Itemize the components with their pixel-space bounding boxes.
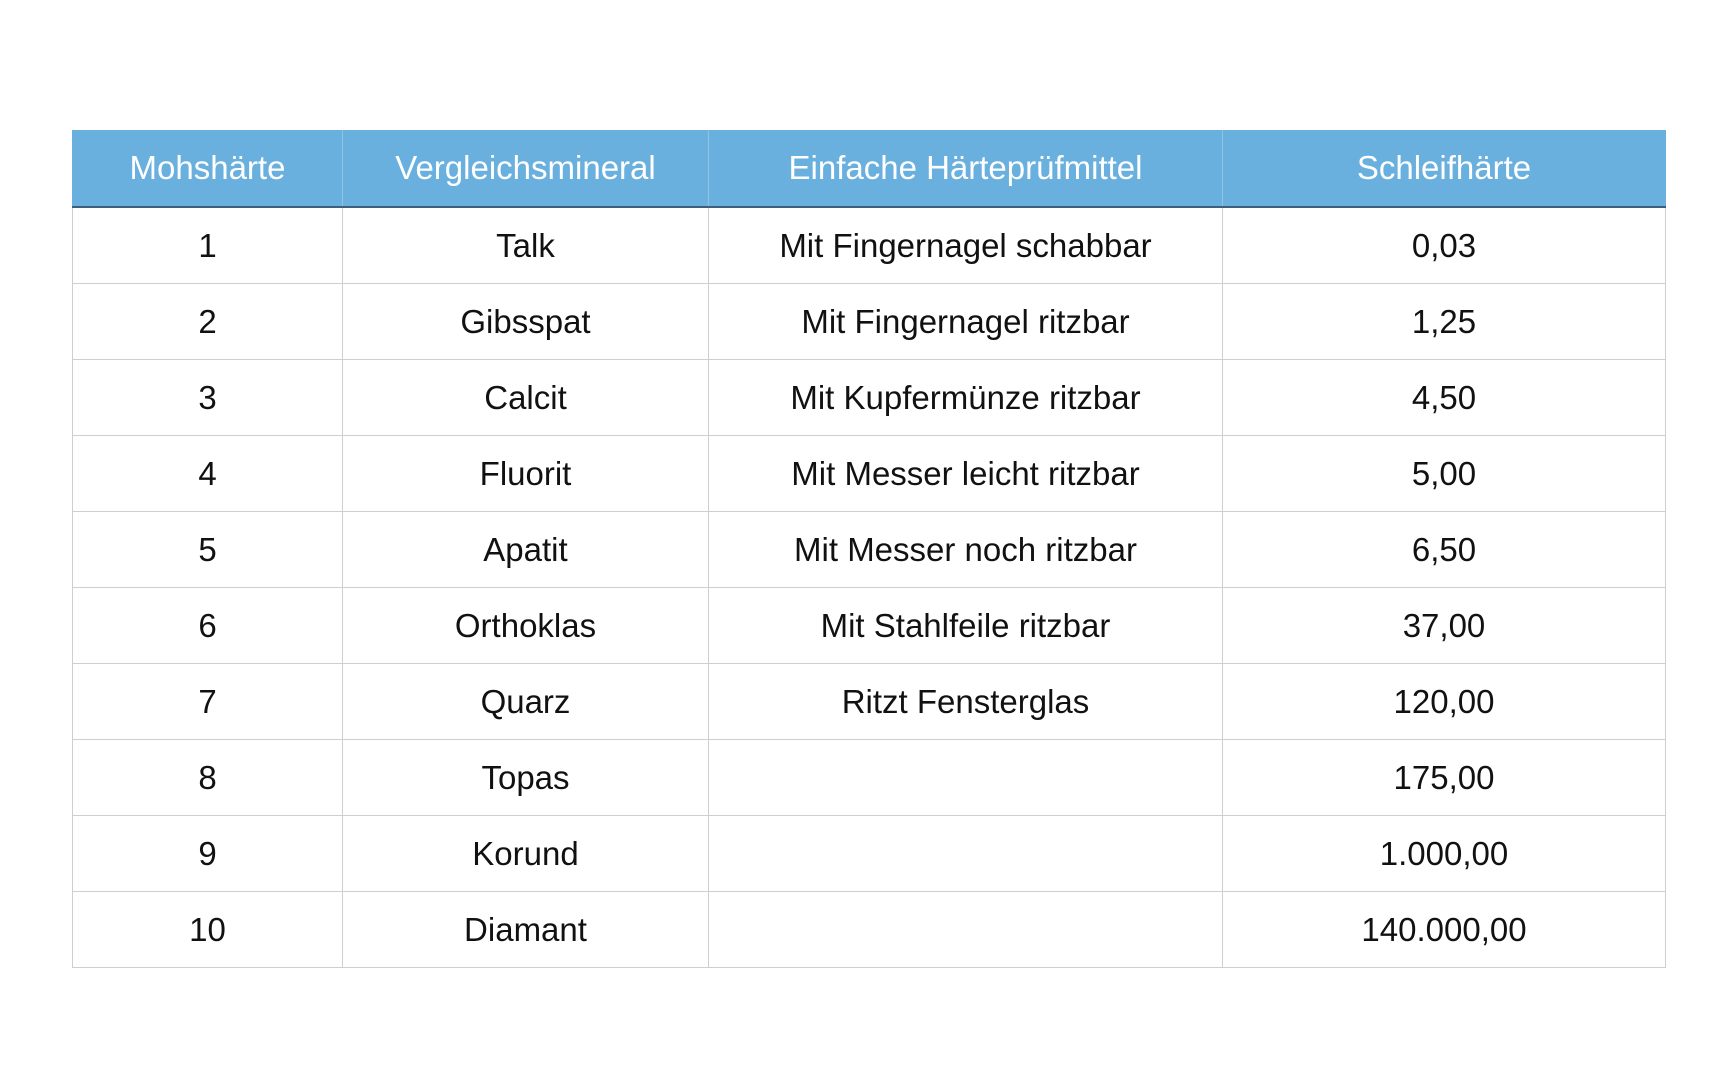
grinding-hardness-cell: 37,00 (1223, 588, 1666, 664)
table-row (73, 360, 1666, 436)
test-means-cell (709, 816, 1223, 892)
comparison-mineral-cell: Korund (343, 816, 709, 892)
mohs-hardness-cell: 10 (73, 892, 343, 968)
column-header-simple-test-means: Einfache Härteprüfmittel (709, 130, 1223, 207)
comparison-mineral-cell: Apatit (343, 512, 709, 588)
table-header (73, 130, 1666, 207)
mohs-hardness-cell: 9 (73, 816, 343, 892)
mohs-hardness-cell: 1 (73, 207, 343, 284)
test-means-cell: Mit Messer leicht ritzbar (709, 436, 1223, 512)
test-means-cell: Mit Kupfermünze ritzbar (709, 360, 1223, 436)
grinding-hardness-cell: 1.000,00 (1223, 816, 1666, 892)
table-row (73, 740, 1666, 816)
mohs-hardness-cell: 2 (73, 284, 343, 360)
comparison-mineral-cell: Gibsspat (343, 284, 709, 360)
comparison-mineral-cell: Topas (343, 740, 709, 816)
comparison-mineral-cell: Fluorit (343, 436, 709, 512)
grinding-hardness-cell: 1,25 (1223, 284, 1666, 360)
comparison-mineral-cell: Diamant (343, 892, 709, 968)
grinding-hardness-cell: 4,50 (1223, 360, 1666, 436)
header-row (73, 130, 1666, 207)
grinding-hardness-cell: 6,50 (1223, 512, 1666, 588)
column-header-grinding-hardness: Schleifhärte (1223, 130, 1666, 207)
test-means-cell: Mit Stahlfeile ritzbar (709, 588, 1223, 664)
mohs-hardness-table (72, 130, 1666, 968)
comparison-mineral-cell: Quarz (343, 664, 709, 740)
mohs-hardness-cell: 6 (73, 588, 343, 664)
mohs-hardness-cell: 3 (73, 360, 343, 436)
mohs-hardness-cell: 5 (73, 512, 343, 588)
comparison-mineral-cell: Orthoklas (343, 588, 709, 664)
mohs-hardness-cell: 4 (73, 436, 343, 512)
grinding-hardness-cell: 140.000,00 (1223, 892, 1666, 968)
column-header-comparison-mineral: Vergleichsmineral (343, 130, 709, 207)
test-means-cell: Mit Messer noch ritzbar (709, 512, 1223, 588)
grinding-hardness-cell: 175,00 (1223, 740, 1666, 816)
table-row (73, 588, 1666, 664)
grinding-hardness-cell: 120,00 (1223, 664, 1666, 740)
table-row (73, 284, 1666, 360)
comparison-mineral-cell: Talk (343, 207, 709, 284)
test-means-cell (709, 892, 1223, 968)
comparison-mineral-cell: Calcit (343, 360, 709, 436)
test-means-cell: Mit Fingernagel schabbar (709, 207, 1223, 284)
grinding-hardness-cell: 5,00 (1223, 436, 1666, 512)
test-means-cell: Ritzt Fensterglas (709, 664, 1223, 740)
mohs-hardness-cell: 8 (73, 740, 343, 816)
table-row (73, 816, 1666, 892)
table-row (73, 207, 1666, 284)
test-means-cell: Mit Fingernagel ritzbar (709, 284, 1223, 360)
table-row (73, 512, 1666, 588)
hardness-table-container (72, 130, 1665, 968)
column-header-mohs-hardness: Mohshärte (73, 130, 343, 207)
table-body (73, 207, 1666, 968)
test-means-cell (709, 740, 1223, 816)
table-row (73, 892, 1666, 968)
table-row (73, 664, 1666, 740)
mohs-hardness-cell: 7 (73, 664, 343, 740)
grinding-hardness-cell: 0,03 (1223, 207, 1666, 284)
table-row (73, 436, 1666, 512)
